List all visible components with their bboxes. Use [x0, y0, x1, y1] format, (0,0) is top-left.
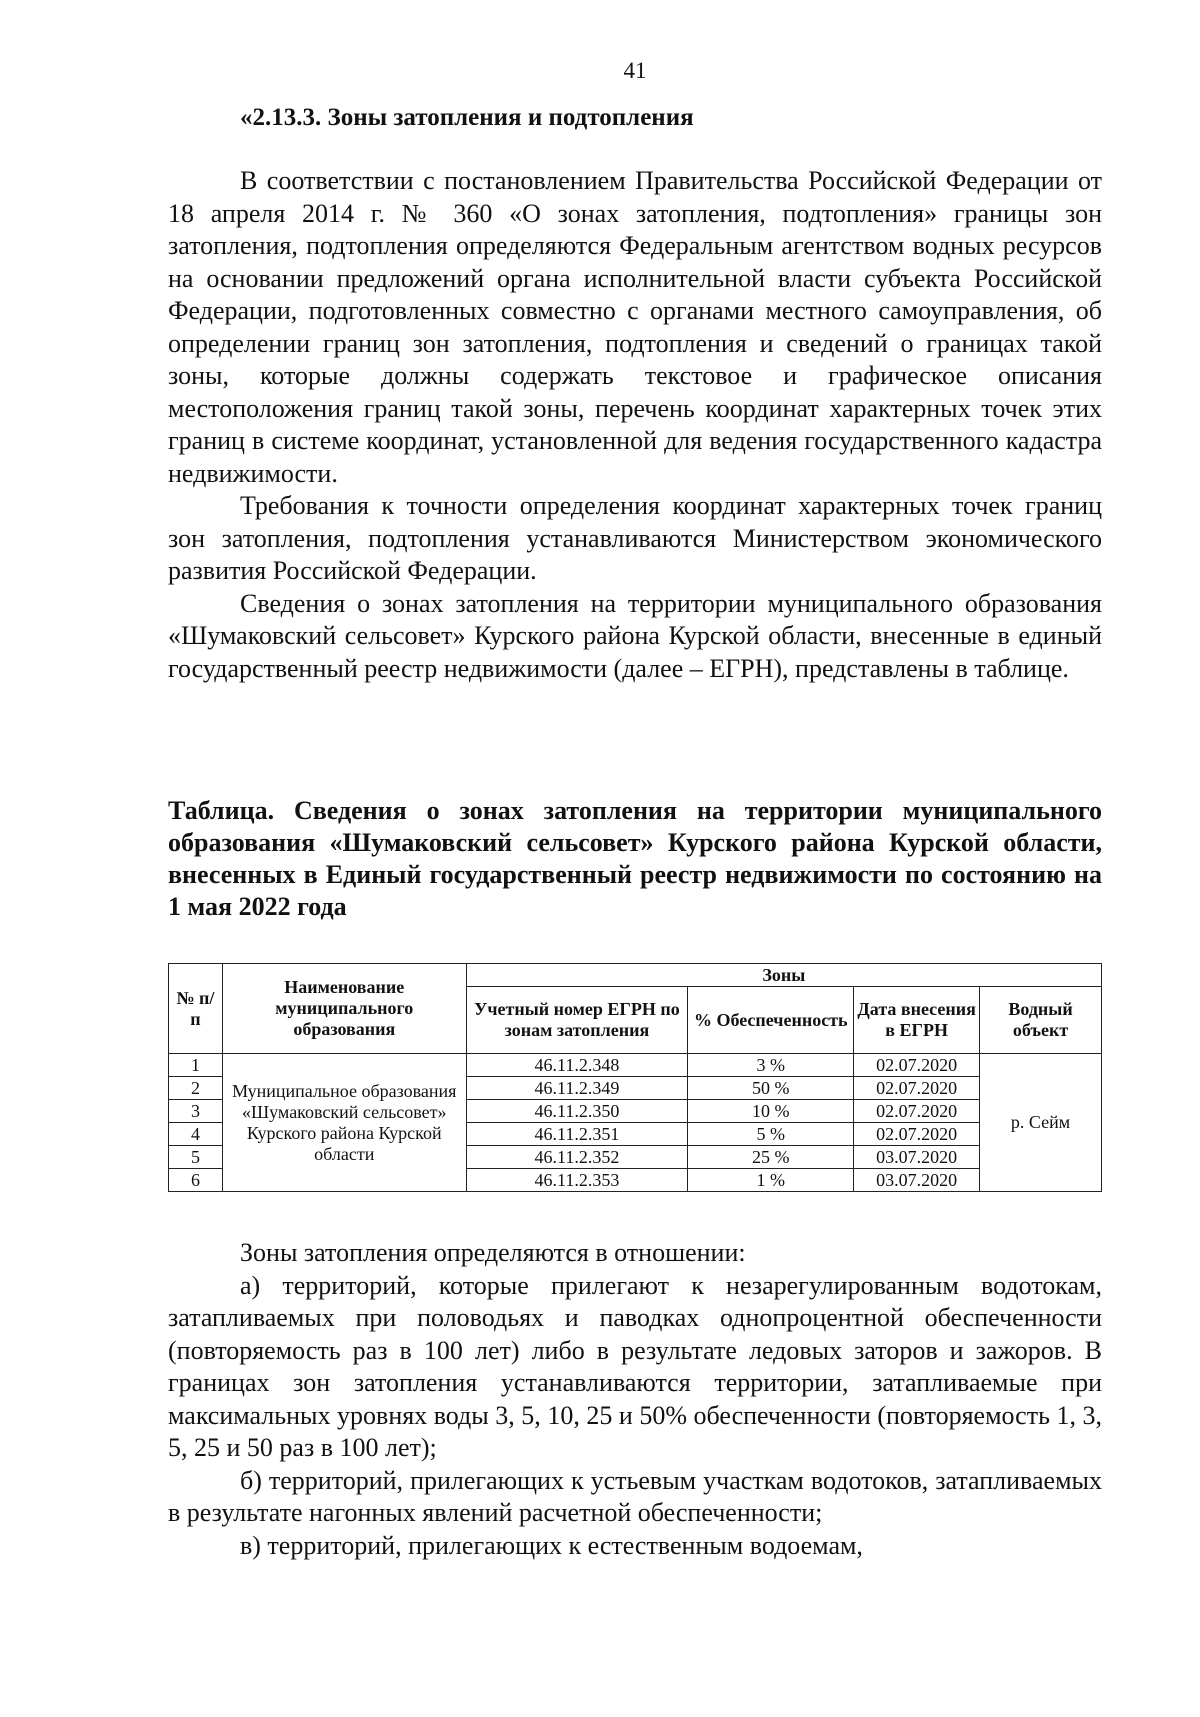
cell-percent: 3 %: [688, 1054, 854, 1077]
section-heading: «2.13.3. Зоны затопления и подтопления: [240, 104, 694, 131]
paragraph: в) территорий, прилегающих к естественным водоемам,: [240, 1530, 863, 1560]
cell-egrn: 46.11.2.348: [466, 1054, 688, 1077]
cell-date: 03.07.2020: [854, 1169, 980, 1192]
cell-num: 4: [169, 1123, 223, 1146]
paragraph: а) территорий, которые прилегают к незарегулированным водотокам, затапливаемых при половодьях и паводках однопроцентной обеспеченности (повторяемость раз в 100 лет) либо в результате ледовых заторов и зажоров. В границах зон затопления устанавливаются территории, затапливаемые при максимальных уровнях воды 3, 5, 10, 25 и 50% обеспеченности (повторяемость 1, 3, 5, 25 и 50 раз в 100 лет);: [168, 1270, 1102, 1462]
cell-num: 2: [169, 1077, 223, 1100]
cell-egrn: 46.11.2.350: [466, 1100, 688, 1123]
cell-egrn: 46.11.2.351: [466, 1123, 688, 1146]
header-municipality: Наименование муниципального образования: [222, 964, 466, 1054]
header-egrn: Учетный номер ЕГРН по зонам затопления: [466, 987, 688, 1054]
cell-date: 02.07.2020: [854, 1077, 980, 1100]
cell-egrn: 46.11.2.349: [466, 1077, 688, 1100]
page-number: 41: [623, 58, 647, 83]
cell-num: 6: [169, 1169, 223, 1192]
cell-municipality: Муниципальное образования «Шумаковский сельсовет» Курского района Курской области: [222, 1054, 466, 1192]
paragraph: В соответствии с постановлением Правительства Российской Федерации от 18 апреля 2014 г. № 360 «О зонах затопления, подтопления» границы зон затопления, подтопления определяются Федеральным агентством водных ресурсов на основании предложений органа исполнительной власти субъекта Российской Федерации, подготовленных совместно с органами местного самоуправления, об определении границ зон затопления, подтопления и сведений о границах такой зоны, которые должны содержать текстовое и графическое описания местоположения границ такой зоны, перечень координат характерных точек этих границ в системе координат, установленной для ведения государственного кадастра недвижимости.: [168, 166, 1102, 488]
cell-num: 3: [169, 1100, 223, 1123]
cell-percent: 1 %: [688, 1169, 854, 1192]
cell-egrn: 46.11.2.353: [466, 1169, 688, 1192]
header-percent: % Обеспеченность: [688, 987, 854, 1054]
paragraph: Зоны затопления определяются в отношении:: [240, 1238, 746, 1267]
cell-date: 03.07.2020: [854, 1146, 980, 1169]
cell-date: 02.07.2020: [854, 1054, 980, 1077]
paragraph: б) территорий, прилегающих к устьевым участкам водотоков, затапливаемых в результате нагонных явлений расчетной обеспеченности;: [168, 1465, 1102, 1527]
zones-text: [168, 1237, 1102, 1562]
header-zones: Зоны: [466, 964, 1101, 987]
cell-water-body: р. Сейм: [980, 1054, 1102, 1192]
paragraph: Требования к точности определения координат характерных точек границ зон затопления, подтопления устанавливаются Министерством экономического развития Российской Федерации.: [168, 491, 1102, 585]
cell-percent: 25 %: [688, 1146, 854, 1169]
cell-percent: 10 %: [688, 1100, 854, 1123]
cell-egrn: 46.11.2.352: [466, 1146, 688, 1169]
header-num: № п/п: [169, 964, 223, 1054]
header-date: Дата внесения в ЕГРН: [854, 987, 980, 1054]
cell-num: 5: [169, 1146, 223, 1169]
table-caption: Таблица. Сведения о зонах затопления на территории муниципального образования «Шумаковский сельсовет» Курского района Курской области, внесенных в Единый государственный реестр недвижимости по состоянию на 1 мая 2022 года: [168, 796, 1102, 921]
cell-percent: 5 %: [688, 1123, 854, 1146]
cell-date: 02.07.2020: [854, 1100, 980, 1123]
cell-percent: 50 %: [688, 1077, 854, 1100]
flood-zones-table: [168, 963, 1102, 1192]
paragraph: Сведения о зонах затопления на территории муниципального образования «Шумаковский сельсовет» Курского района Курской области, внесенные в единый государственный реестр недвижимости (далее – ЕГРН), представлены в таблице.: [168, 588, 1102, 683]
table-row: [169, 1054, 1102, 1077]
cell-date: 02.07.2020: [854, 1123, 980, 1146]
intro-text: [168, 165, 1102, 685]
cell-num: 1: [169, 1054, 223, 1077]
header-water: Водный объект: [980, 987, 1102, 1054]
